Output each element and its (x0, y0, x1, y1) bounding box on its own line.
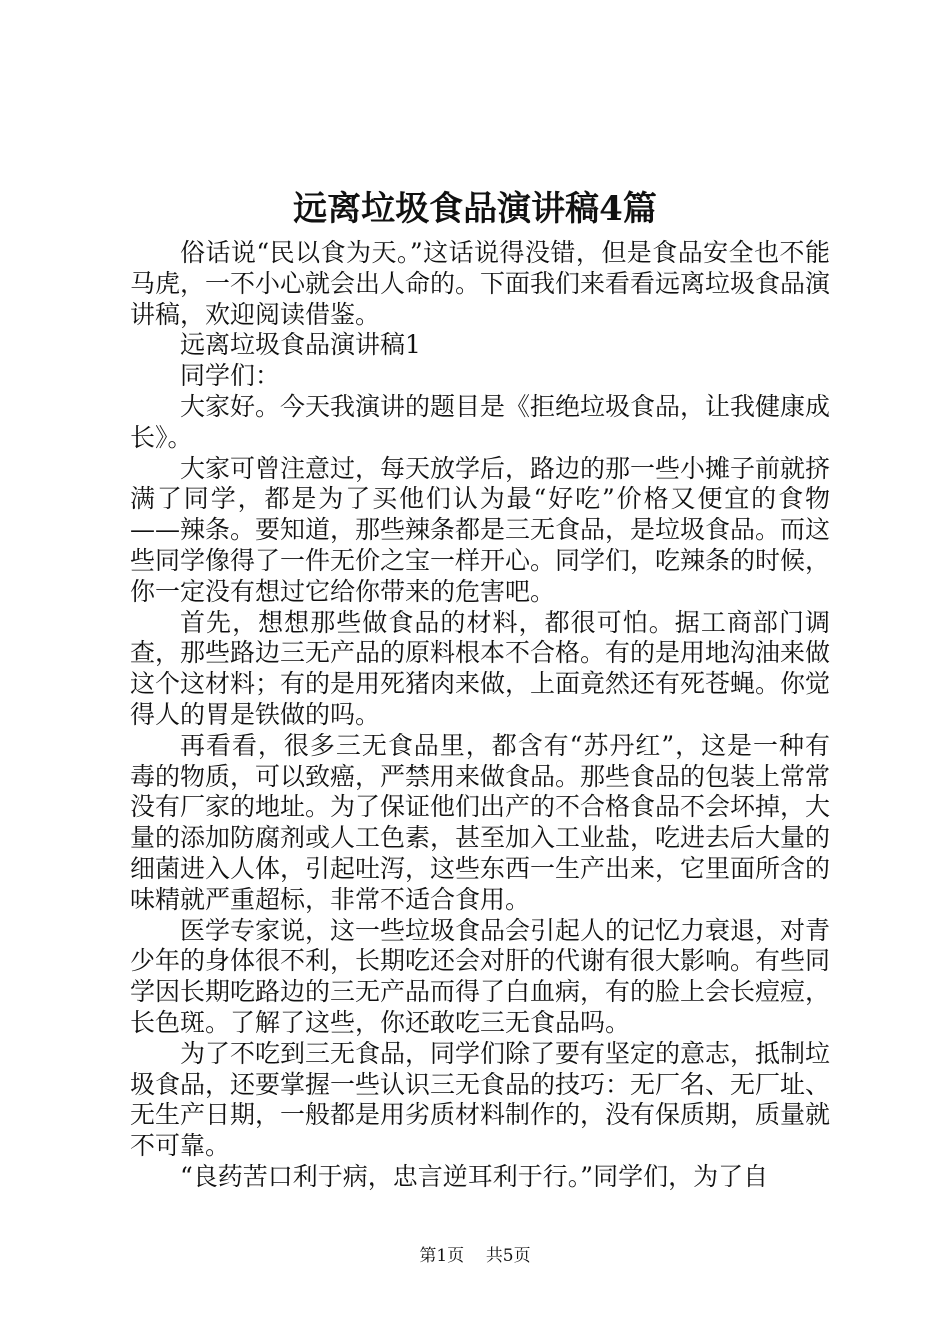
document-body (130, 238, 830, 1193)
page-footer (0, 1244, 950, 1268)
paragraph-body: 为了不吃到三无食品，同学们除了要有坚定的意志，抵制垃圾食品，还要掌握一些认识三无食品的技巧：无厂名、无厂址、无生产日期，一般都是用劣质材料制作的，没有保质期，质量就不可靠。 (130, 1038, 831, 1161)
paragraph-body: 再看看，很多三无食品里，都含有“苏丹红”，这是一种有毒的物质，可以致癌，严禁用来做食品。那些食品的包装上常常没有厂家的地址。为了保证他们出产的不合格食品不会坏掉，大量的添加防腐剂或人工色素，甚至加入工业盐，吃进去后大量的细菌进入人体，引起吐泻，这些东西一生产出来，它里面所含的味精就严重超标，非常不适合食用。 (130, 730, 831, 914)
paragraph-intro: 俗话说“民以食为天。”这话说得没错，但是食品安全也不能马虎，一不小心就会出人命的。下面我们来看看远离垃圾食品演讲稿，欢迎阅读借鉴。 (130, 238, 831, 329)
document-title: 远离垃圾食品演讲稿4篇 (293, 189, 657, 229)
current-page-number: 第1页 (419, 1246, 465, 1266)
paragraph-salutation: 同学们： (180, 361, 281, 391)
paragraph-body: “良药苦口利于病，忠言逆耳利于行。”同学们，为了自 (180, 1161, 769, 1191)
paragraph-body: 大家可曾注意过，每天放学后，路边的那一些小摊子前就挤满了同学，都是为了买他们认为最“好吃”价格又便宜的食物——辣条。要知道，那些辣条都是三无食品，是垃圾食品。而这些同学像得了一件无价之宝一样开心。同学们，吃辣条的时候，你一定没有想过它给你带来的危害吧。 (130, 453, 831, 606)
total-pages: 共5页 (485, 1246, 531, 1266)
paragraph-body: 医学专家说，这一些垃圾食品会引起人的记忆力衰退，对青少年的身体很不利，长期吃还会对肝的代谢有很大影响。有些同学因长期吃路边的三无产品而得了白血病，有的脸上会长痘痘，长色斑。了解了这些，你还敢吃三无食品吗。 (130, 915, 831, 1037)
paragraph-speech-heading: 远离垃圾食品演讲稿1 (180, 330, 421, 360)
footer-separator (470, 1246, 481, 1266)
paragraph-body: 首先，想想那些做食品的材料，都很可怕。据工商部门调查，那些路边三无产品的原料根本不合格。有的是用地沟油来做这个这材料；有的是用死猪肉来做，上面竟然还有死苍蝇。你觉得人的胃是铁做的吗。 (130, 607, 831, 729)
paragraph-greeting: 大家好。今天我演讲的题目是《拒绝垃圾食品，让我健康成长》。 (130, 391, 831, 452)
